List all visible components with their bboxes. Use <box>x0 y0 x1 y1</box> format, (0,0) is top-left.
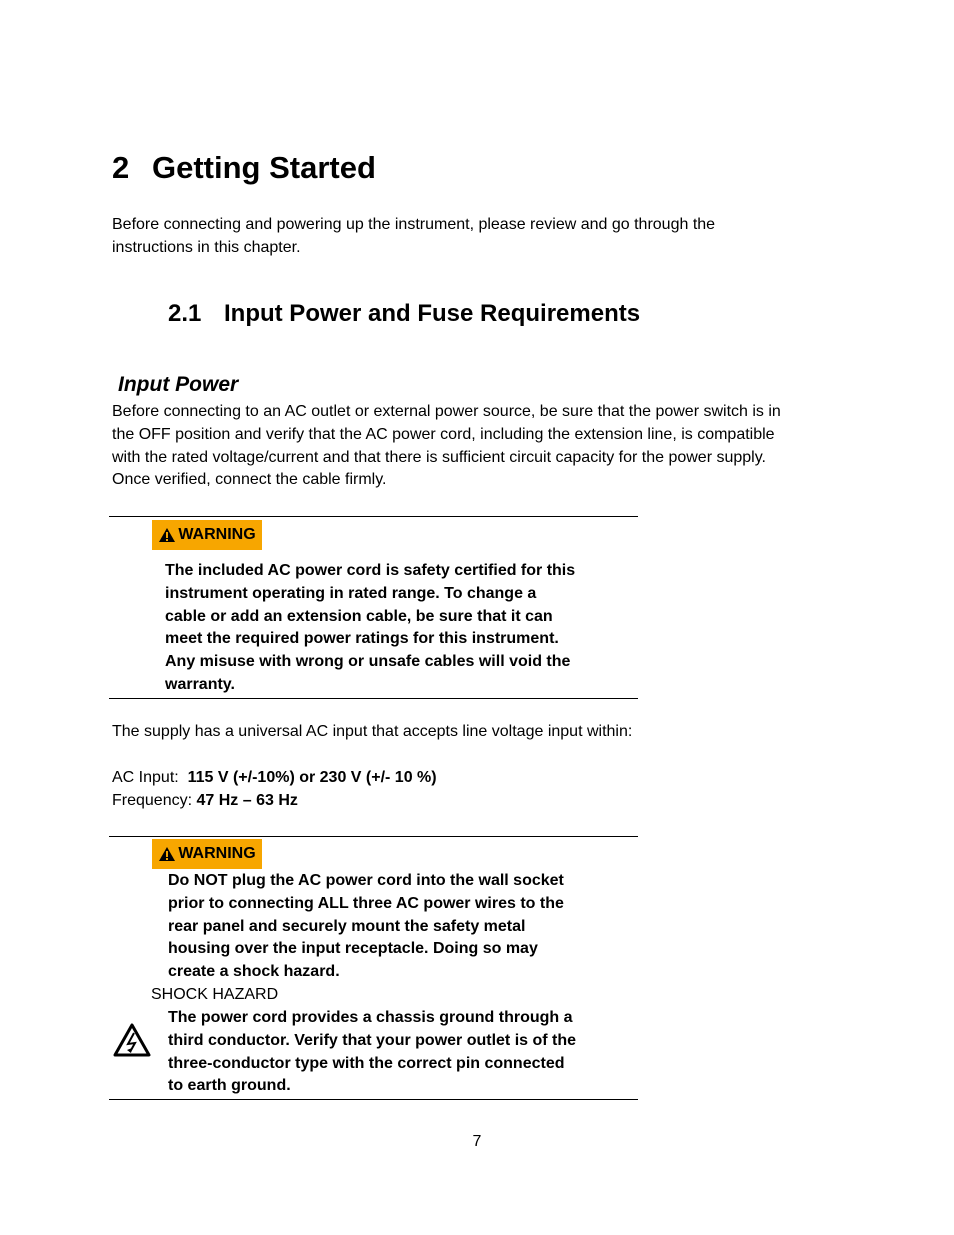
universal-input-text: The supply has a universal AC input that accepts line voltage input within: <box>112 723 633 740</box>
shock-line: The power cord provides a chassis ground through a <box>168 1009 573 1026</box>
warning1-text <box>165 560 575 697</box>
chapter-title: Getting Started <box>152 150 376 185</box>
warning2-bottom-rule <box>109 1099 638 1100</box>
chapter-number: 2 <box>112 150 130 185</box>
section-number: 2.1 <box>168 300 202 327</box>
shock-line: third conductor. Verify that your power outlet is of the <box>168 1031 577 1049</box>
intro-line: Before connecting and powering up the instrument, please review and go through the <box>112 216 716 233</box>
shock-hazard-heading: SHOCK HAZARD <box>151 986 279 1003</box>
frequency-line <box>112 790 437 813</box>
warning2-line: rear panel and securely mount the safety metal <box>168 917 526 935</box>
warning2-text <box>168 870 564 984</box>
intro-paragraph <box>112 214 715 260</box>
frequency-label: Frequency: <box>112 791 193 809</box>
ac-input-label: AC Input: <box>112 769 179 786</box>
input-specs <box>112 767 437 813</box>
warning2-badge <box>152 839 262 869</box>
warning2-top-rule <box>109 836 638 837</box>
intro-line: instructions in this chapter. <box>112 238 301 256</box>
warning-triangle-icon <box>158 846 176 862</box>
warning1-bottom-rule <box>109 698 638 699</box>
section-heading <box>168 300 640 328</box>
shock-line: three-conductor type with the correct pin connected <box>168 1054 565 1072</box>
input-power-paragraph <box>112 401 781 492</box>
section-title: Input Power and Fuse Requirements <box>224 300 641 327</box>
shock-line: to earth ground. <box>168 1077 291 1095</box>
warning1-badge-label: WARNING <box>178 526 256 543</box>
frequency-value: 47 Hz – 63 Hz <box>196 791 298 809</box>
warning2-line: housing over the input receptacle. Doing so may <box>168 940 538 958</box>
paragraph-line: with the rated voltage/current and that there is sufficient circuit capacity for the power supply. <box>112 448 766 466</box>
paragraph-line: Before connecting to an AC outlet or external power source, be sure that the power switch is in <box>112 403 781 420</box>
chapter-heading <box>112 150 376 186</box>
subsection-heading: Input Power <box>118 373 239 396</box>
warning1-line: Any misuse with wrong or unsafe cables will void the <box>165 653 571 671</box>
warning1-line: The included AC power cord is safety certified for this <box>165 562 576 579</box>
warning2-badge-label: WARNING <box>178 845 256 862</box>
warning1-line: meet the required power ratings for this instrument. <box>165 630 559 648</box>
warning2-line: Do NOT plug the AC power cord into the wall socket <box>168 872 564 889</box>
warning2-line: create a shock hazard. <box>168 963 340 981</box>
warning1-badge <box>152 520 262 550</box>
warning-triangle-icon <box>158 527 176 543</box>
warning1-line: instrument operating in rated range. To change a <box>165 584 537 602</box>
paragraph-line: Once verified, connect the cable firmly. <box>112 471 387 489</box>
shock-hazard-text <box>168 1007 576 1098</box>
page-number: 7 <box>472 1133 482 1150</box>
ac-input-value: 115 V (+/-10%) or 230 V (+/- 10 %) <box>187 769 437 786</box>
ac-input-line <box>112 767 437 790</box>
warning1-line: warranty. <box>165 675 235 693</box>
paragraph-line: the OFF position and verify that the AC power cord, including the extension line, is compatible <box>112 425 775 443</box>
shock-hazard-icon <box>112 1022 152 1063</box>
warning1-top-rule <box>109 516 638 517</box>
warning2-line: prior to connecting ALL three AC power wires to the <box>168 894 564 912</box>
warning1-line: cable or add an extension cable, be sure that it can <box>165 607 553 625</box>
